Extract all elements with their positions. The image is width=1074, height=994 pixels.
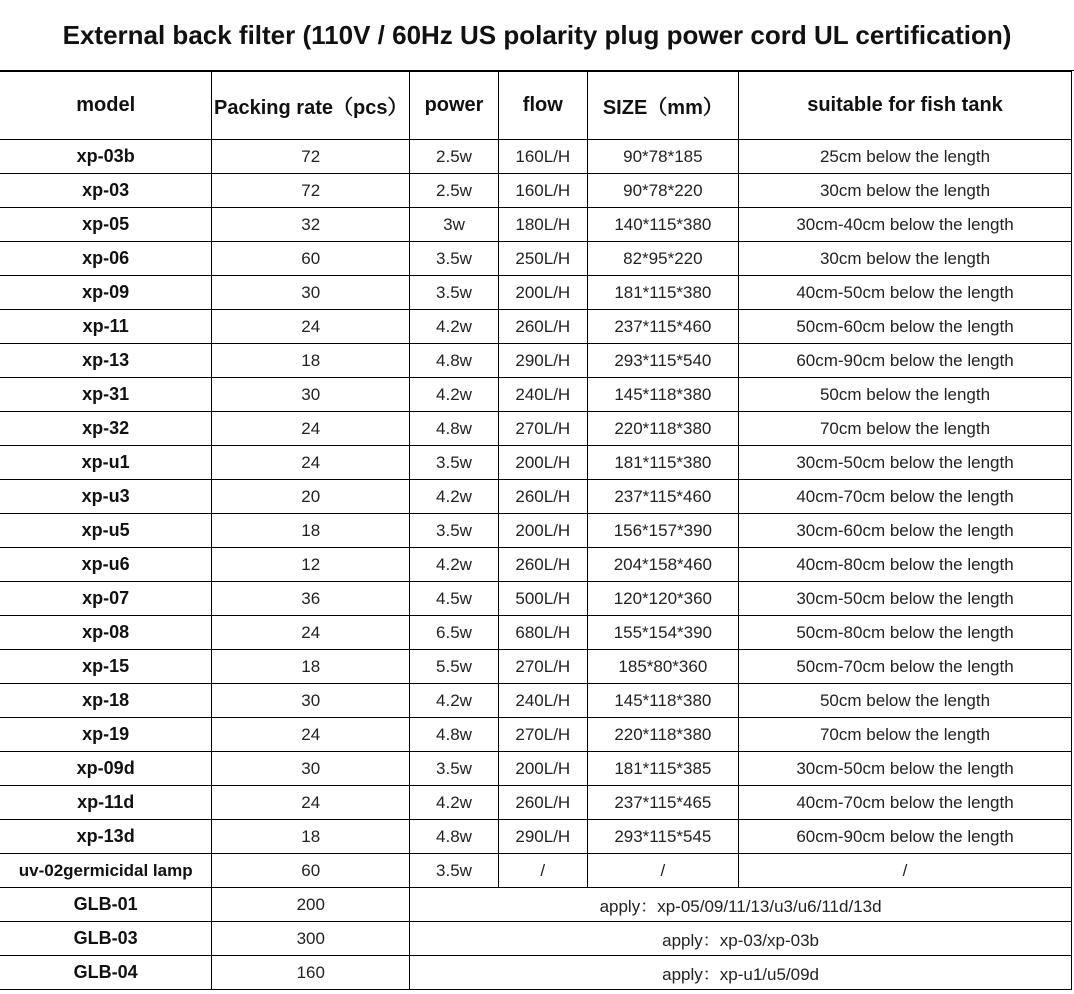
apply-cell: apply：xp-u1/u5/09d xyxy=(410,956,1072,990)
table-row xyxy=(0,412,1072,446)
table-row xyxy=(0,616,1072,650)
header-packing-rate: Packing rate（pcs） xyxy=(212,72,410,140)
table-row xyxy=(0,344,1072,378)
power-cell: 3w xyxy=(410,208,499,242)
suitable-tank-cell: 40cm-70cm below the length xyxy=(739,786,1072,820)
suitable-tank-cell: 60cm-90cm below the length xyxy=(739,820,1072,854)
size-cell: 145*118*380 xyxy=(587,684,738,718)
flow-cell: 260L/H xyxy=(498,480,587,514)
suitable-tank-cell: 25cm below the length xyxy=(739,140,1072,174)
flow-cell: 240L/H xyxy=(498,378,587,412)
flow-cell: 200L/H xyxy=(498,514,587,548)
table-row xyxy=(0,514,1072,548)
header-size: SIZE（mm） xyxy=(587,72,738,140)
suitable-tank-cell: 50cm below the length xyxy=(739,684,1072,718)
flow-cell: 200L/H xyxy=(498,276,587,310)
flow-cell: 260L/H xyxy=(498,310,587,344)
size-cell: 156*157*390 xyxy=(587,514,738,548)
size-cell: 90*78*185 xyxy=(587,140,738,174)
flow-cell: 250L/H xyxy=(498,242,587,276)
apply-cell: apply：xp-03/xp-03b xyxy=(410,922,1072,956)
suitable-tank-cell: 60cm-90cm below the length xyxy=(739,344,1072,378)
size-cell: 220*118*380 xyxy=(587,718,738,752)
table-row xyxy=(0,820,1072,854)
packing-rate-cell: 60 xyxy=(212,242,410,276)
packing-rate-cell: 72 xyxy=(212,140,410,174)
model-cell: xp-09d xyxy=(0,752,212,786)
power-cell: 4.2w xyxy=(410,480,499,514)
flow-cell: 270L/H xyxy=(498,718,587,752)
model-cell: xp-06 xyxy=(0,242,212,276)
flow-cell: 290L/H xyxy=(498,820,587,854)
packing-rate-cell: 200 xyxy=(212,888,410,922)
power-cell: 4.8w xyxy=(410,344,499,378)
power-cell: 3.5w xyxy=(410,276,499,310)
model-cell: xp-13d xyxy=(0,820,212,854)
model-cell: xp-u1 xyxy=(0,446,212,480)
model-cell: xp-31 xyxy=(0,378,212,412)
model-cell: xp-03b xyxy=(0,140,212,174)
flow-cell: 160L/H xyxy=(498,174,587,208)
packing-rate-cell: 18 xyxy=(212,650,410,684)
flow-cell: 200L/H xyxy=(498,446,587,480)
table-row xyxy=(0,140,1072,174)
size-cell: 181*115*380 xyxy=(587,446,738,480)
apply-cell: apply：xp-05/09/11/13/u3/u6/11d/13d xyxy=(410,888,1072,922)
header-model: model xyxy=(0,72,212,140)
model-cell: xp-09 xyxy=(0,276,212,310)
packing-rate-cell: 60 xyxy=(212,854,410,888)
suitable-tank-cell: 50cm-60cm below the length xyxy=(739,310,1072,344)
suitable-tank-cell: 40cm-80cm below the length xyxy=(739,548,1072,582)
packing-rate-cell: 30 xyxy=(212,684,410,718)
table-row xyxy=(0,548,1072,582)
model-cell: xp-11d xyxy=(0,786,212,820)
model-cell: xp-07 xyxy=(0,582,212,616)
power-cell: 4.2w xyxy=(410,378,499,412)
model-cell: xp-11 xyxy=(0,310,212,344)
size-cell: 155*154*390 xyxy=(587,616,738,650)
model-cell: GLB-01 xyxy=(0,888,212,922)
suitable-tank-cell: 40cm-50cm below the length xyxy=(739,276,1072,310)
table-row xyxy=(0,276,1072,310)
size-cell: 90*78*220 xyxy=(587,174,738,208)
table-row xyxy=(0,956,1072,990)
model-cell: xp-u6 xyxy=(0,548,212,582)
packing-rate-cell: 160 xyxy=(212,956,410,990)
size-cell: 145*118*380 xyxy=(587,378,738,412)
table-row xyxy=(0,718,1072,752)
model-cell: xp-32 xyxy=(0,412,212,446)
table-row xyxy=(0,786,1072,820)
packing-rate-cell: 32 xyxy=(212,208,410,242)
model-cell: uv-02germicidal lamp xyxy=(0,854,212,888)
power-cell: 4.2w xyxy=(410,310,499,344)
model-cell: xp-u5 xyxy=(0,514,212,548)
model-cell: xp-03 xyxy=(0,174,212,208)
power-cell: 4.2w xyxy=(410,684,499,718)
packing-rate-cell: 24 xyxy=(212,310,410,344)
model-cell: GLB-03 xyxy=(0,922,212,956)
packing-rate-cell: 24 xyxy=(212,412,410,446)
size-cell: 120*120*360 xyxy=(587,582,738,616)
product-table xyxy=(0,71,1072,990)
size-cell: 204*158*460 xyxy=(587,548,738,582)
power-cell: 4.8w xyxy=(410,820,499,854)
page-title: External back filter (110V / 60Hz US polarity plug power cord UL certification) xyxy=(0,0,1074,71)
suitable-tank-cell: 30cm below the length xyxy=(739,174,1072,208)
size-cell: 237*115*460 xyxy=(587,480,738,514)
suitable-tank-cell: 70cm below the length xyxy=(739,718,1072,752)
model-cell: xp-19 xyxy=(0,718,212,752)
table-row xyxy=(0,582,1072,616)
table-row xyxy=(0,650,1072,684)
flow-cell: 160L/H xyxy=(498,140,587,174)
suitable-tank-cell: 30cm-50cm below the length xyxy=(739,752,1072,786)
size-cell: 140*115*380 xyxy=(587,208,738,242)
power-cell: 3.5w xyxy=(410,854,499,888)
size-cell: 237*115*465 xyxy=(587,786,738,820)
packing-rate-cell: 24 xyxy=(212,718,410,752)
flow-cell: 680L/H xyxy=(498,616,587,650)
power-cell: 3.5w xyxy=(410,752,499,786)
flow-cell: 270L/H xyxy=(498,650,587,684)
suitable-tank-cell: 30cm-40cm below the length xyxy=(739,208,1072,242)
flow-cell: 260L/H xyxy=(498,786,587,820)
packing-rate-cell: 18 xyxy=(212,344,410,378)
table-row xyxy=(0,752,1072,786)
model-cell: GLB-04 xyxy=(0,956,212,990)
model-cell: xp-u3 xyxy=(0,480,212,514)
packing-rate-cell: 30 xyxy=(212,276,410,310)
power-cell: 4.8w xyxy=(410,412,499,446)
power-cell: 3.5w xyxy=(410,242,499,276)
suitable-tank-cell: 70cm below the length xyxy=(739,412,1072,446)
flow-cell: 180L/H xyxy=(498,208,587,242)
model-cell: xp-08 xyxy=(0,616,212,650)
packing-rate-cell: 300 xyxy=(212,922,410,956)
size-cell: 181*115*385 xyxy=(587,752,738,786)
flow-cell: / xyxy=(498,854,587,888)
suitable-tank-cell: 50cm-80cm below the length xyxy=(739,616,1072,650)
power-cell: 2.5w xyxy=(410,140,499,174)
flow-cell: 240L/H xyxy=(498,684,587,718)
size-cell: 293*115*540 xyxy=(587,344,738,378)
table-row xyxy=(0,480,1072,514)
power-cell: 2.5w xyxy=(410,174,499,208)
table-row xyxy=(0,888,1072,922)
table-row xyxy=(0,446,1072,480)
power-cell: 3.5w xyxy=(410,446,499,480)
packing-rate-cell: 24 xyxy=(212,616,410,650)
suitable-tank-cell: 30cm-60cm below the length xyxy=(739,514,1072,548)
suitable-tank-cell: 50cm below the length xyxy=(739,378,1072,412)
flow-cell: 200L/H xyxy=(498,752,587,786)
header-row xyxy=(0,72,1072,140)
table-row xyxy=(0,854,1072,888)
power-cell: 6.5w xyxy=(410,616,499,650)
model-cell: xp-18 xyxy=(0,684,212,718)
size-cell: / xyxy=(587,854,738,888)
flow-cell: 500L/H xyxy=(498,582,587,616)
packing-rate-cell: 30 xyxy=(212,378,410,412)
size-cell: 220*118*380 xyxy=(587,412,738,446)
flow-cell: 260L/H xyxy=(498,548,587,582)
model-cell: xp-05 xyxy=(0,208,212,242)
size-cell: 82*95*220 xyxy=(587,242,738,276)
suitable-tank-cell: 30cm-50cm below the length xyxy=(739,582,1072,616)
packing-rate-cell: 18 xyxy=(212,514,410,548)
header-power: power xyxy=(410,72,499,140)
packing-rate-cell: 20 xyxy=(212,480,410,514)
table-row xyxy=(0,208,1072,242)
packing-rate-cell: 24 xyxy=(212,446,410,480)
header-suitable-tank: suitable for fish tank xyxy=(739,72,1072,140)
packing-rate-cell: 36 xyxy=(212,582,410,616)
suitable-tank-cell: / xyxy=(739,854,1072,888)
table-row xyxy=(0,684,1072,718)
table-row xyxy=(0,378,1072,412)
size-cell: 185*80*360 xyxy=(587,650,738,684)
power-cell: 5.5w xyxy=(410,650,499,684)
suitable-tank-cell: 30cm-50cm below the length xyxy=(739,446,1072,480)
power-cell: 4.5w xyxy=(410,582,499,616)
header-flow: flow xyxy=(498,72,587,140)
power-cell: 3.5w xyxy=(410,514,499,548)
suitable-tank-cell: 40cm-70cm below the length xyxy=(739,480,1072,514)
packing-rate-cell: 12 xyxy=(212,548,410,582)
packing-rate-cell: 30 xyxy=(212,752,410,786)
suitable-tank-cell: 30cm below the length xyxy=(739,242,1072,276)
power-cell: 4.8w xyxy=(410,718,499,752)
table-row xyxy=(0,922,1072,956)
model-cell: xp-15 xyxy=(0,650,212,684)
suitable-tank-cell: 50cm-70cm below the length xyxy=(739,650,1072,684)
power-cell: 4.2w xyxy=(410,548,499,582)
size-cell: 181*115*380 xyxy=(587,276,738,310)
flow-cell: 290L/H xyxy=(498,344,587,378)
model-cell: xp-13 xyxy=(0,344,212,378)
table-row xyxy=(0,310,1072,344)
packing-rate-cell: 72 xyxy=(212,174,410,208)
table-row xyxy=(0,242,1072,276)
size-cell: 237*115*460 xyxy=(587,310,738,344)
size-cell: 293*115*545 xyxy=(587,820,738,854)
table-row xyxy=(0,174,1072,208)
packing-rate-cell: 18 xyxy=(212,820,410,854)
flow-cell: 270L/H xyxy=(498,412,587,446)
packing-rate-cell: 24 xyxy=(212,786,410,820)
power-cell: 4.2w xyxy=(410,786,499,820)
